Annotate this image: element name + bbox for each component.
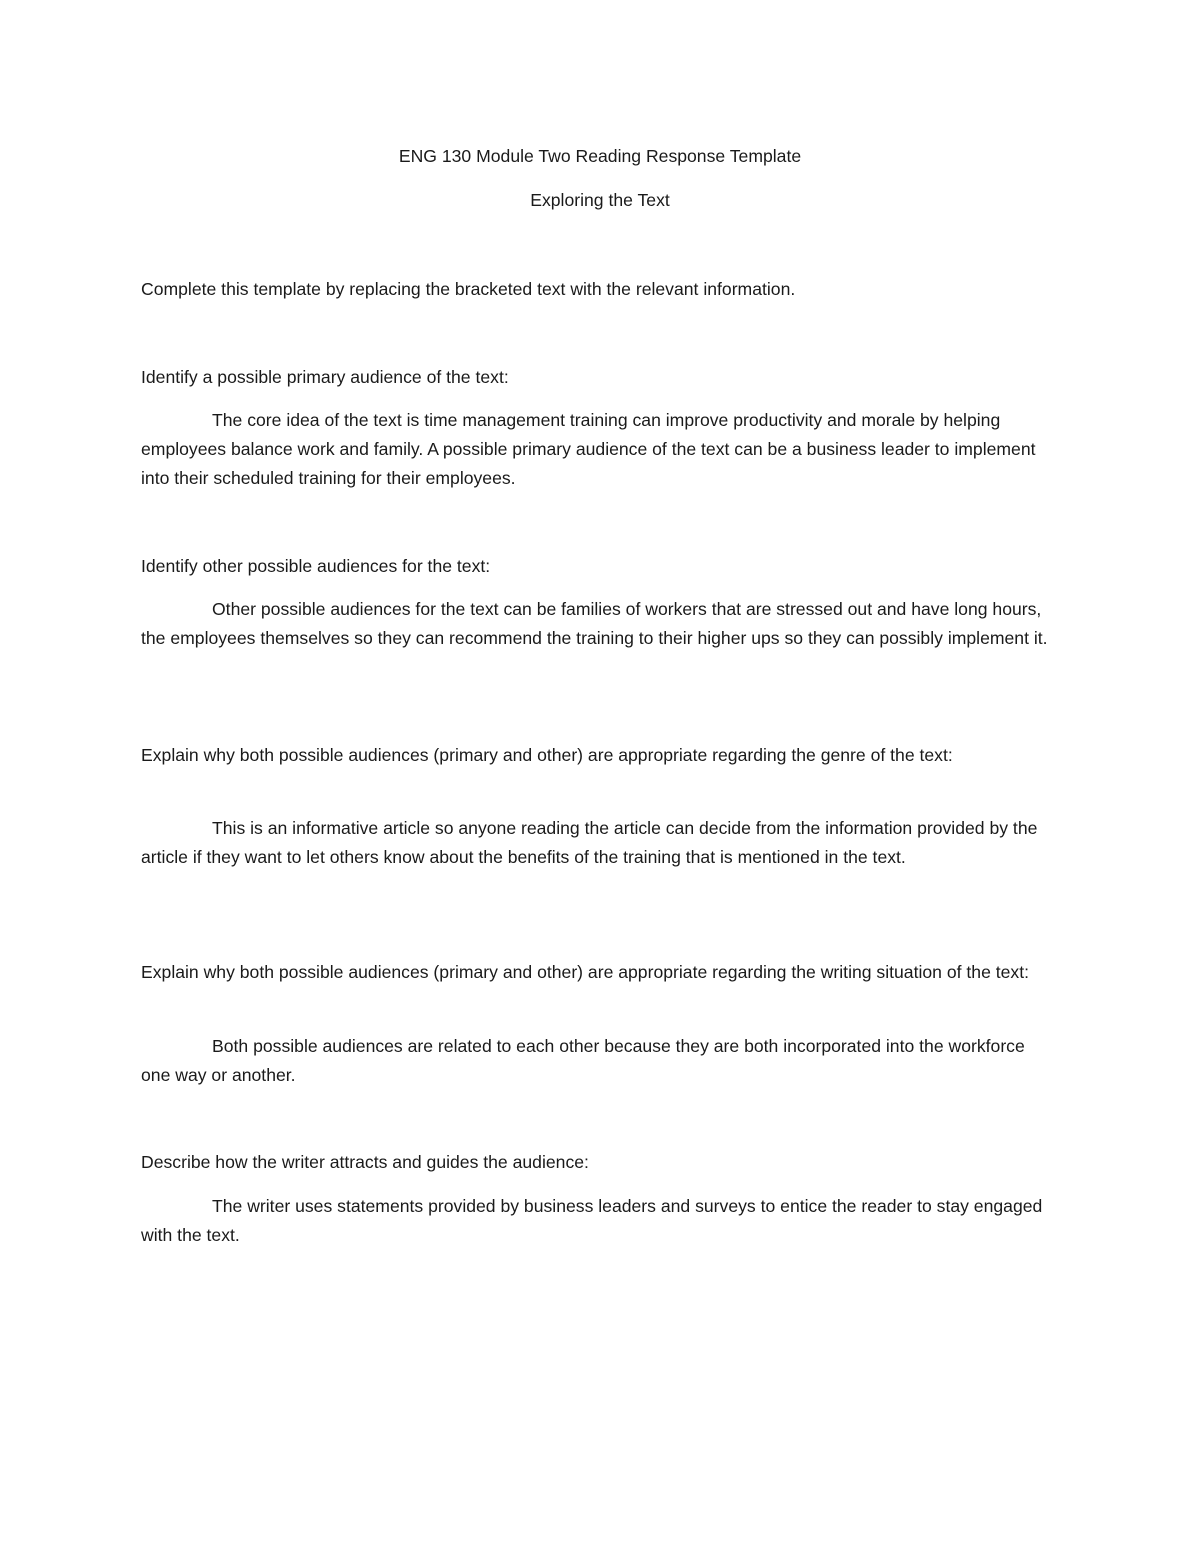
instructions-text: Complete this template by replacing the bracketed text with the relevant information. [141, 279, 796, 299]
section-answer-primary-audience: The core idea of the text is time management training can improve productivity and morale by helping employees balance work and family. A possible primary audience of the text can be a business leader to implement into their scheduled training for their employees. [141, 410, 1036, 488]
section-answer-attracts-guides: The writer uses statements provided by business leaders and surveys to entice the reader to stay engaged with the text. [141, 1196, 1043, 1245]
section-prompt-writing-situation: Explain why both possible audiences (primary and other) are appropriate regarding the writing situation of the text: [141, 962, 1030, 982]
document-title: ENG 130 Module Two Reading Response Template [398, 146, 802, 166]
document-subtitle: Exploring the Text [530, 190, 670, 210]
section-answer-other-audiences: Other possible audiences for the text can be families of workers that are stressed out and have long hours, the employees themselves so they can recommend the training to their higher ups so they can possibly implement it. [141, 599, 1048, 648]
section-prompt-attracts-guides: Describe how the writer attracts and guides the audience: [141, 1152, 589, 1172]
section-prompt-other-audiences: Identify other possible audiences for the text: [141, 556, 491, 576]
section-prompt-primary-audience: Identify a possible primary audience of the text: [141, 367, 509, 387]
section-prompt-genre: Explain why both possible audiences (primary and other) are appropriate regarding the genre of the text: [141, 745, 953, 765]
section-answer-genre: This is an informative article so anyone reading the article can decide from the information provided by the article if they want to let others know about the benefits of the training that is mentioned in the text. [141, 818, 1038, 867]
section-answer-writing-situation: Both possible audiences are related to each other because they are both incorporated into the workforce one way or another. [141, 1036, 1025, 1085]
